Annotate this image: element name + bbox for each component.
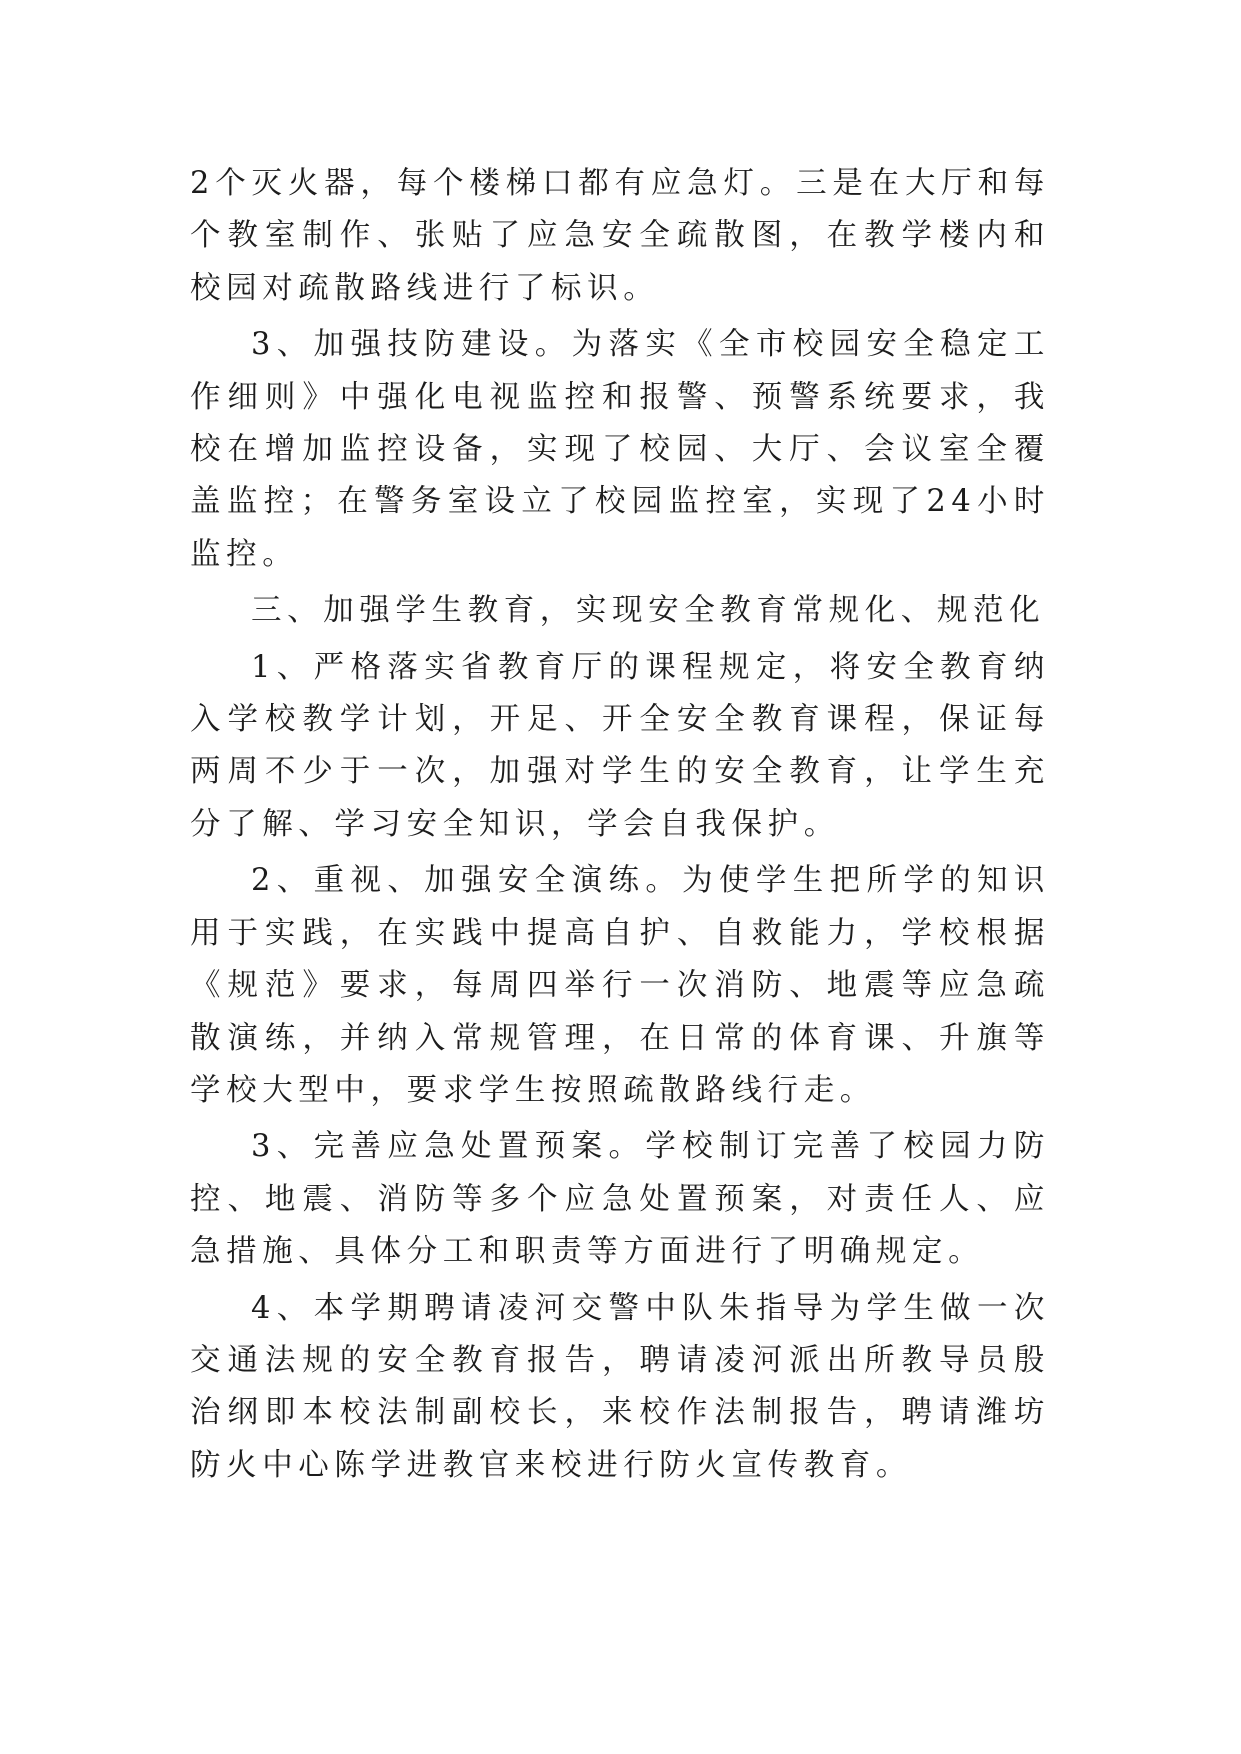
document-body <box>190 158 1050 1496</box>
paragraph-5: 2、重视、加强安全演练。为使学生把所学的知识用于实践，在实践中提高自护、自救能力，学校根据《规范》要求，每周四举行一次消防、地震等应急疏散演练，并纳入常规管理，在日常的体育课、升旗等学校大型中，要求学生按照疏散路线行走。 <box>190 863 1050 1108</box>
paragraph-4: 1、严格落实省教育厅的课程规定，将安全教育纳入学校教学计划，开足、开全安全教育课程，保证每两周不少于一次，加强对学生的安全教育，让学生充分了解、学习安全知识，学会自我保护。 <box>190 649 1050 842</box>
paragraph-7: 4、本学期聘请凌河交警中队朱指导为学生做一次交通法规的安全教育报告，聘请凌河派出所教导员殷治纲即本校法制副校长，来校作法制报告，聘请潍坊防火中心陈学进教官来校进行防火宣传教育。 <box>190 1290 1050 1483</box>
paragraph-2: 3、加强技防建设。为落实《全市校园安全稳定工作细则》中强化电视监控和报警、预警系统要求，我校在增加监控设备，实现了校园、大厅、会议室全覆盖监控；在警务室设立了校园监控室，实现了24小时监控。 <box>190 327 1050 572</box>
paragraph-1: 2个灭火器，每个楼梯口都有应急灯。三是在大厅和每个教室制作、张贴了应急安全疏散图，在教学楼内和校园对疏散路线进行了标识。 <box>190 166 1050 306</box>
section-heading: 三、加强学生教育，实现安全教育常规化、规范化 <box>251 593 1046 629</box>
paragraph-6: 3、完善应急处置预案。学校制订完善了校园力防控、地震、消防等多个应急处置预案，对责任人、应急措施、具体分工和职责等方面进行了明确规定。 <box>190 1129 1050 1270</box>
